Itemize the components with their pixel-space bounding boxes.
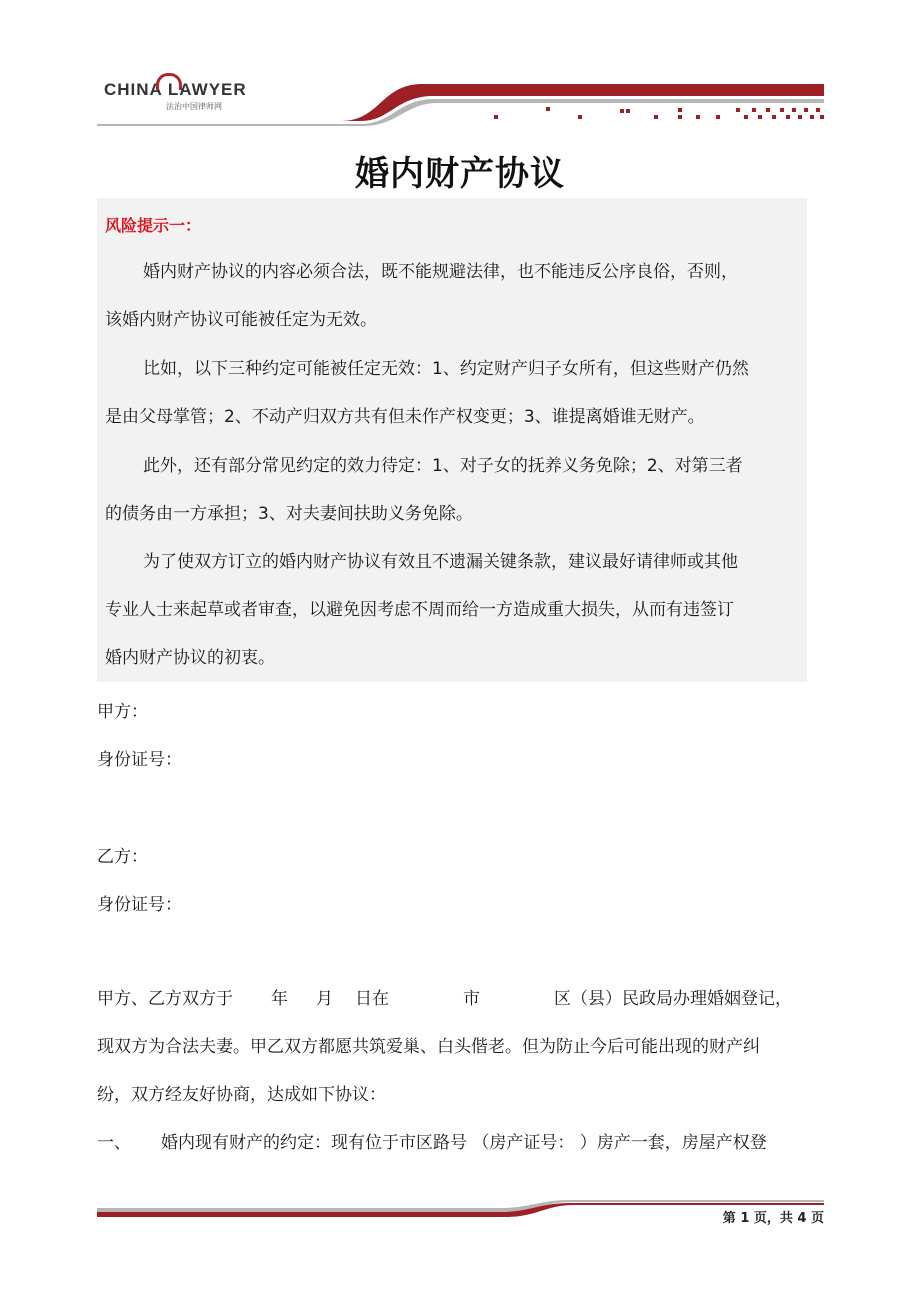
risk-notice-box [97,198,807,682]
risk-paragraph-1 [105,248,802,344]
intro-line-3: 纷，双方经友好协商，达成如下协议： [97,1085,386,1105]
page-header [0,0,920,130]
intro-text-1: 甲方、乙方双方于 [97,989,233,1009]
clause-1 [97,1119,842,1167]
clause-1-number: 一、 [97,1133,131,1153]
risk-p3-line1: 此外，还有部分常见约定的效力待定：1、对子女的抚养义务免除；2、对第三者 [143,456,743,476]
intro-city: 市 [463,989,480,1009]
logo-subtitle: 法治中国律师网 [166,102,222,111]
intro-district: 区（县）民政局办理婚姻登记， [554,989,792,1009]
page-number: 第 1 页，共 4 页 [722,1211,824,1226]
site-logo[interactable] [104,80,247,112]
party-a-label: 甲方： [97,702,148,722]
logo-arc-icon [156,73,182,90]
risk-p2-line1: 比如，以下三种约定可能被任定无效：1、约定财产归子女所有，但这些财产仍然 [143,359,749,379]
intro-day: 日在 [355,989,389,1009]
risk-p4-line3: 婚内财产协议的初衷。 [105,648,275,668]
risk-notice-title: 风险提示一： [105,216,202,235]
party-b-label: 乙方： [97,847,148,867]
risk-paragraph-4 [105,538,802,682]
document-title: 婚内财产协议 [355,154,565,194]
agreement-intro [97,975,842,1119]
risk-p1-line2: 该婚内财产协议可能被任定为无效。 [105,310,377,330]
risk-p3-line2: 的债务由一方承担；3、对夫妻间扶助义务免除。 [105,504,473,524]
clause-1-text: 婚内现有财产的约定：现有位于市区路号 （房产证号： ）房产一套，房屋产权登 [161,1133,767,1153]
party-b-id-label: 身份证号： [97,895,182,915]
logo-text: CHINA LAWYER [104,80,247,99]
risk-p4-line1: 为了使双方订立的婚内财产协议有效且不遗漏关键条款，建议最好请律师或其他 [143,552,738,572]
risk-paragraph-2 [105,345,802,441]
risk-p4-line2: 专业人士来起草或者审查，以避免因考虑不周而给一方造成重大损失，从而有违签订 [105,600,734,620]
intro-line-2: 现双方为合法夫妻。甲乙双方都愿共筑爱巢、白头偕老。但为防止今后可能出现的财产纠 [97,1037,760,1057]
intro-month: 月 [316,989,333,1009]
risk-paragraph-3 [105,442,802,538]
risk-p1-line1: 婚内财产协议的内容必须合法，既不能规避法律，也不能违反公序良俗，否则， [143,262,738,282]
party-a-id-label: 身份证号： [97,750,182,770]
risk-p2-line2: 是由父母掌管；2、不动产归双方共有但未作产权变更；3、谁提离婚谁无财产。 [105,407,705,427]
intro-year: 年 [271,989,288,1009]
